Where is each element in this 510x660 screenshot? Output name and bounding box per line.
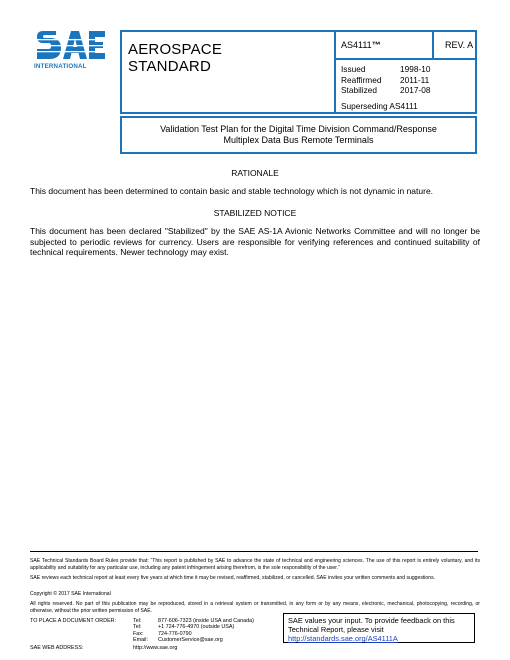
copyright-text: Copyright © 2017 SAE International: [30, 591, 111, 597]
contact-label: Tel:: [133, 618, 142, 624]
contact-label: Tel:: [133, 624, 142, 631]
document-number: [341, 40, 381, 50]
stabilized-notice-text: This document has been declared "Stabilized" by the SAE AS-1A Avionic Networks Committee and will no longer be subjected to periodic reviews for currency. Users are responsible for verifying references and continued suitability of technical requirements. Newer technology may exist.: [30, 226, 480, 258]
feedback-box: [283, 613, 475, 643]
contact-value: +1 724-776-4970 (outside USA): [158, 624, 235, 631]
contact-row: [133, 637, 254, 643]
date-value: 2017-08: [400, 85, 431, 95]
date-label: Stabilized: [341, 85, 377, 95]
contact-label: Email:: [133, 637, 148, 644]
trademark-symbol: ™: [371, 40, 381, 50]
header-divider: [432, 30, 434, 60]
header-divider: [334, 30, 336, 114]
rationale-heading: RATIONALE: [231, 168, 279, 178]
logo-international-text: INTERNATIONAL: [34, 63, 87, 70]
rights-reserved-text: All rights reserved. No part of this publication may be reproduced, stored in a retrieval system or transmitted, in any form or by any means, electronic, mechanical, photocopying, recording, or otherwise, without the prior written permission of SAE.: [30, 601, 480, 614]
document-title-box: [120, 116, 477, 154]
date-row-stabilized: [341, 85, 430, 96]
document-title-line2: Multiplex Data Bus Remote Terminals: [223, 135, 374, 145]
feedback-link[interactable]: http://standards.sae.org/AS4111A: [288, 634, 398, 643]
standards-board-rules-text: SAE Technical Standards Board Rules provide that: “This report is published by SAE to advance the state of technical and engineering sciences. The use of this report is entirely voluntary, and its applicability and suitability for any particular use, including any patent infringement arising therefrom, is the sole responsibility of the user.”: [30, 558, 480, 571]
date-label: Reaffirmed: [341, 74, 382, 85]
feedback-text: SAE values your input. To provide feedback on this Technical Report, please visit: [288, 616, 455, 634]
contact-email-link[interactable]: CustomerService@sae.org: [158, 637, 223, 644]
document-number-text: AS4111: [341, 40, 372, 50]
date-row-issued: [341, 64, 430, 75]
rationale-text: This document has been determined to contain basic and stable technology which is not dynamic in nature.: [30, 186, 434, 196]
contact-list: [133, 618, 254, 644]
web-address-label: SAE WEB ADDRESS:: [30, 645, 84, 651]
revision-label: REV. A: [445, 40, 474, 50]
date-label: Issued: [341, 64, 366, 74]
document-type-line1: AEROSPACE: [128, 41, 223, 58]
order-label: TO PLACE A DOCUMENT ORDER:: [30, 618, 117, 624]
contact-value: 724-776-0790: [158, 630, 192, 637]
date-value: 2011-11: [400, 74, 430, 85]
date-value: 1998-10: [400, 64, 431, 74]
contact-value: 877-606-7323 (inside USA and Canada): [158, 618, 254, 624]
footer-divider: [30, 551, 478, 552]
superseding-text: Superseding AS4111: [341, 101, 418, 111]
web-address-link[interactable]: http://www.sae.org: [133, 645, 178, 651]
date-row-reaffirmed: [341, 75, 430, 86]
review-policy-text: SAE reviews each technical report at least every five years at which time it may be revised, reaffirmed, stabilized, or cancelled. SAE invites your written comments and suggestions.: [30, 575, 436, 581]
document-type-line2: STANDARD: [128, 58, 211, 75]
document-title-line1: Validation Test Plan for the Digital Time Division Command/Response: [160, 124, 437, 134]
contact-label: Fax:: [133, 630, 144, 637]
header-divider: [334, 58, 477, 60]
stabilized-notice-heading: STABILIZED NOTICE: [213, 208, 297, 218]
sae-logo-mark: [34, 27, 106, 63]
date-list: [341, 64, 430, 96]
